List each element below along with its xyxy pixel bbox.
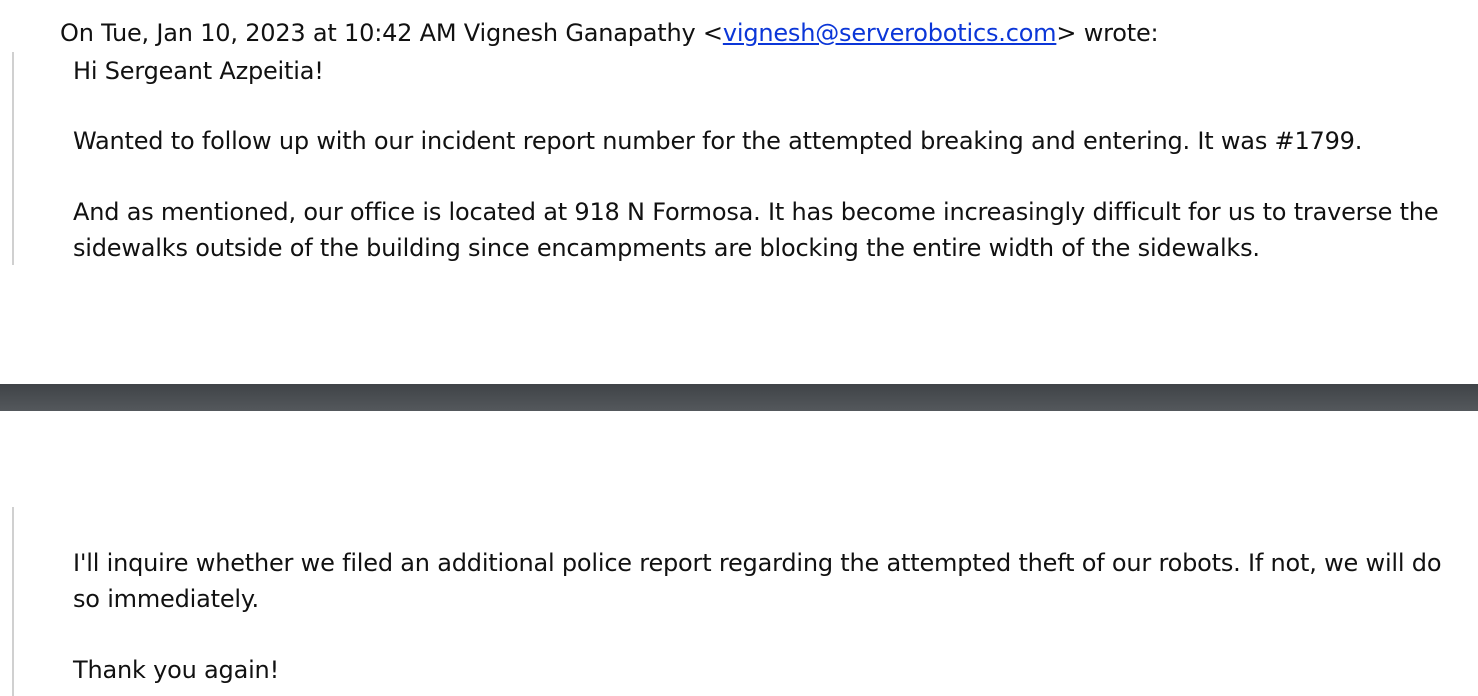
attribution-suffix: > wrote: — [1056, 19, 1159, 47]
attribution-prefix: On Tue, Jan 10, 2023 at 10:42 AM Vignesh Ganapathy < — [60, 19, 723, 47]
thank-you-paragraph: Thank you again! — [73, 656, 279, 684]
page-separator — [0, 384, 1478, 411]
office-location-paragraph: And as mentioned, our office is located at 918 N Formosa. It has become increasingly difficult for us to traverse the sidewalks outside of the building since encampments are blocking the entire width of the sidewalks. — [73, 198, 1439, 262]
sender-email-link[interactable]: vignesh@serverobotics.com — [722, 19, 1057, 47]
quote-indicator-bar — [12, 52, 14, 265]
greeting-paragraph: Hi Sergeant Azpeitia! — [73, 57, 324, 85]
reply-attribution-line — [60, 17, 1158, 49]
quote-indicator-bar-bottom — [12, 507, 14, 696]
police-report-paragraph: I'll inquire whether we filed an additional police report regarding the attempted theft of our robots. If not, we will do so immediately. — [73, 549, 1442, 613]
incident-report-paragraph: Wanted to follow up with our incident report number for the attempted breaking and entering. It was #1799. — [73, 127, 1363, 155]
